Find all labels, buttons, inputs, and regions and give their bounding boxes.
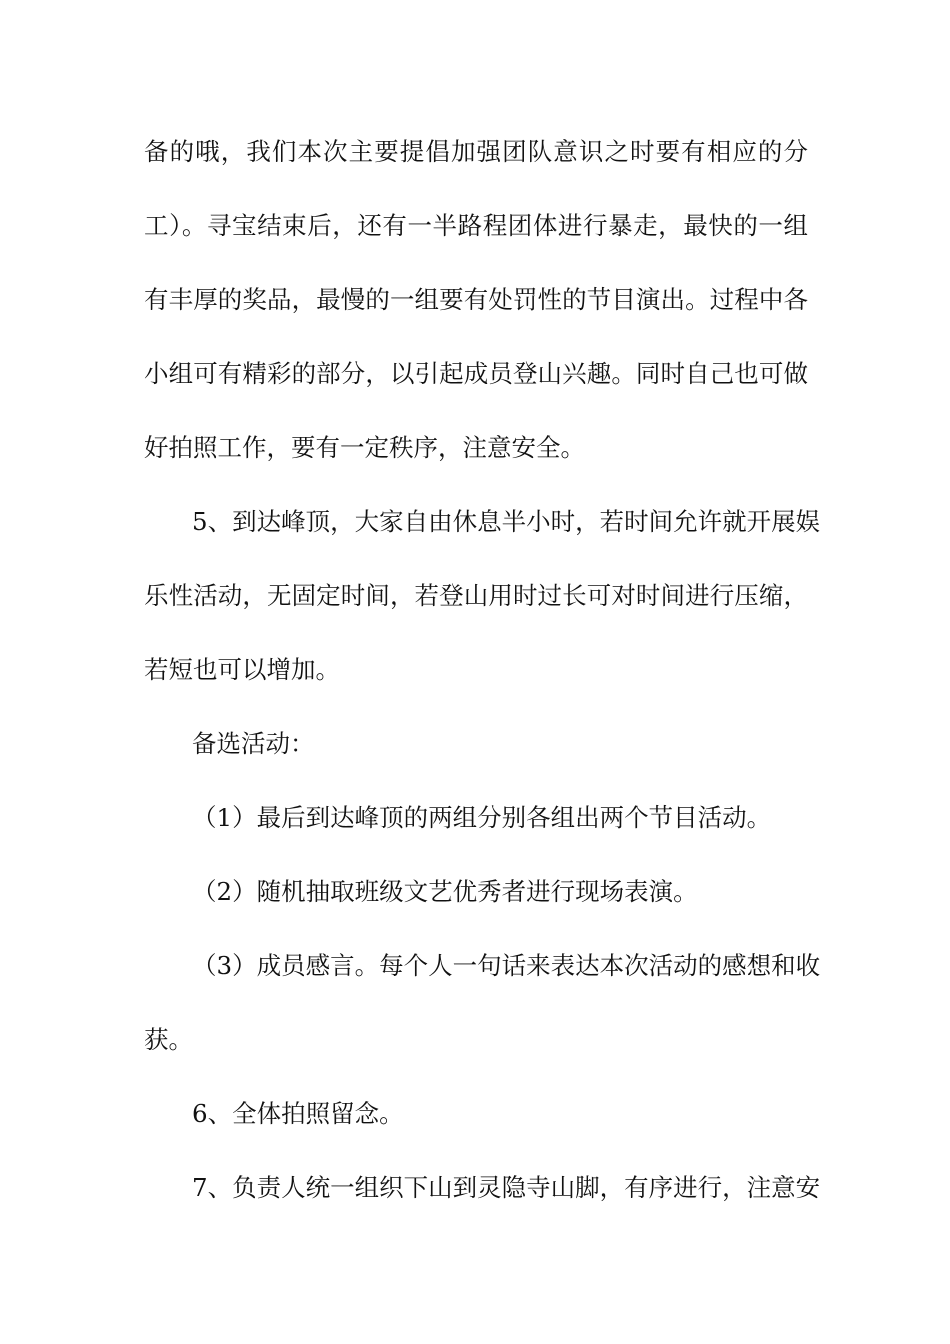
list-item: （3）成员感言。每个人一句话来表达本次活动的感想和收: [192, 951, 821, 980]
text-line: 工）。寻宝结束后，还有一半路程团体进行暴走，最快的一组: [144, 211, 808, 240]
text-line: 有丰厚的奖品，最慢的一组要有处罚性的节目演出。过程中各: [144, 285, 808, 314]
text-line: 获。: [144, 1025, 193, 1054]
list-item: （1）最后到达峰顶的两组分别各组出两个节目活动。: [192, 803, 772, 832]
paragraph-item-7-line: 7、负责人统一组织下山到灵隐寺山脚，有序进行，注意安: [192, 1173, 821, 1202]
text-line: 备的哦，我们本次主要提倡加强团队意识之时要有相应的分: [144, 137, 808, 166]
list-item: （2）随机抽取班级文艺优秀者进行现场表演。: [192, 877, 698, 906]
paragraph-item-6-line: 6、全体拍照留念。: [192, 1099, 404, 1128]
text-line: 若短也可以增加。: [144, 655, 340, 684]
paragraph-item-5-line: 5、到达峰顶，大家自由休息半小时，若时间允许就开展娱: [192, 507, 821, 536]
text-line: 乐性活动，无固定时间，若登山用时过长可对时间进行压缩，: [144, 581, 808, 610]
text-line: 小组可有精彩的部分，以引起成员登山兴趣。同时自己也可做: [144, 359, 808, 388]
text-line: 好拍照工作，要有一定秩序，注意安全。: [144, 433, 585, 462]
section-heading: 备选活动：: [192, 729, 315, 758]
